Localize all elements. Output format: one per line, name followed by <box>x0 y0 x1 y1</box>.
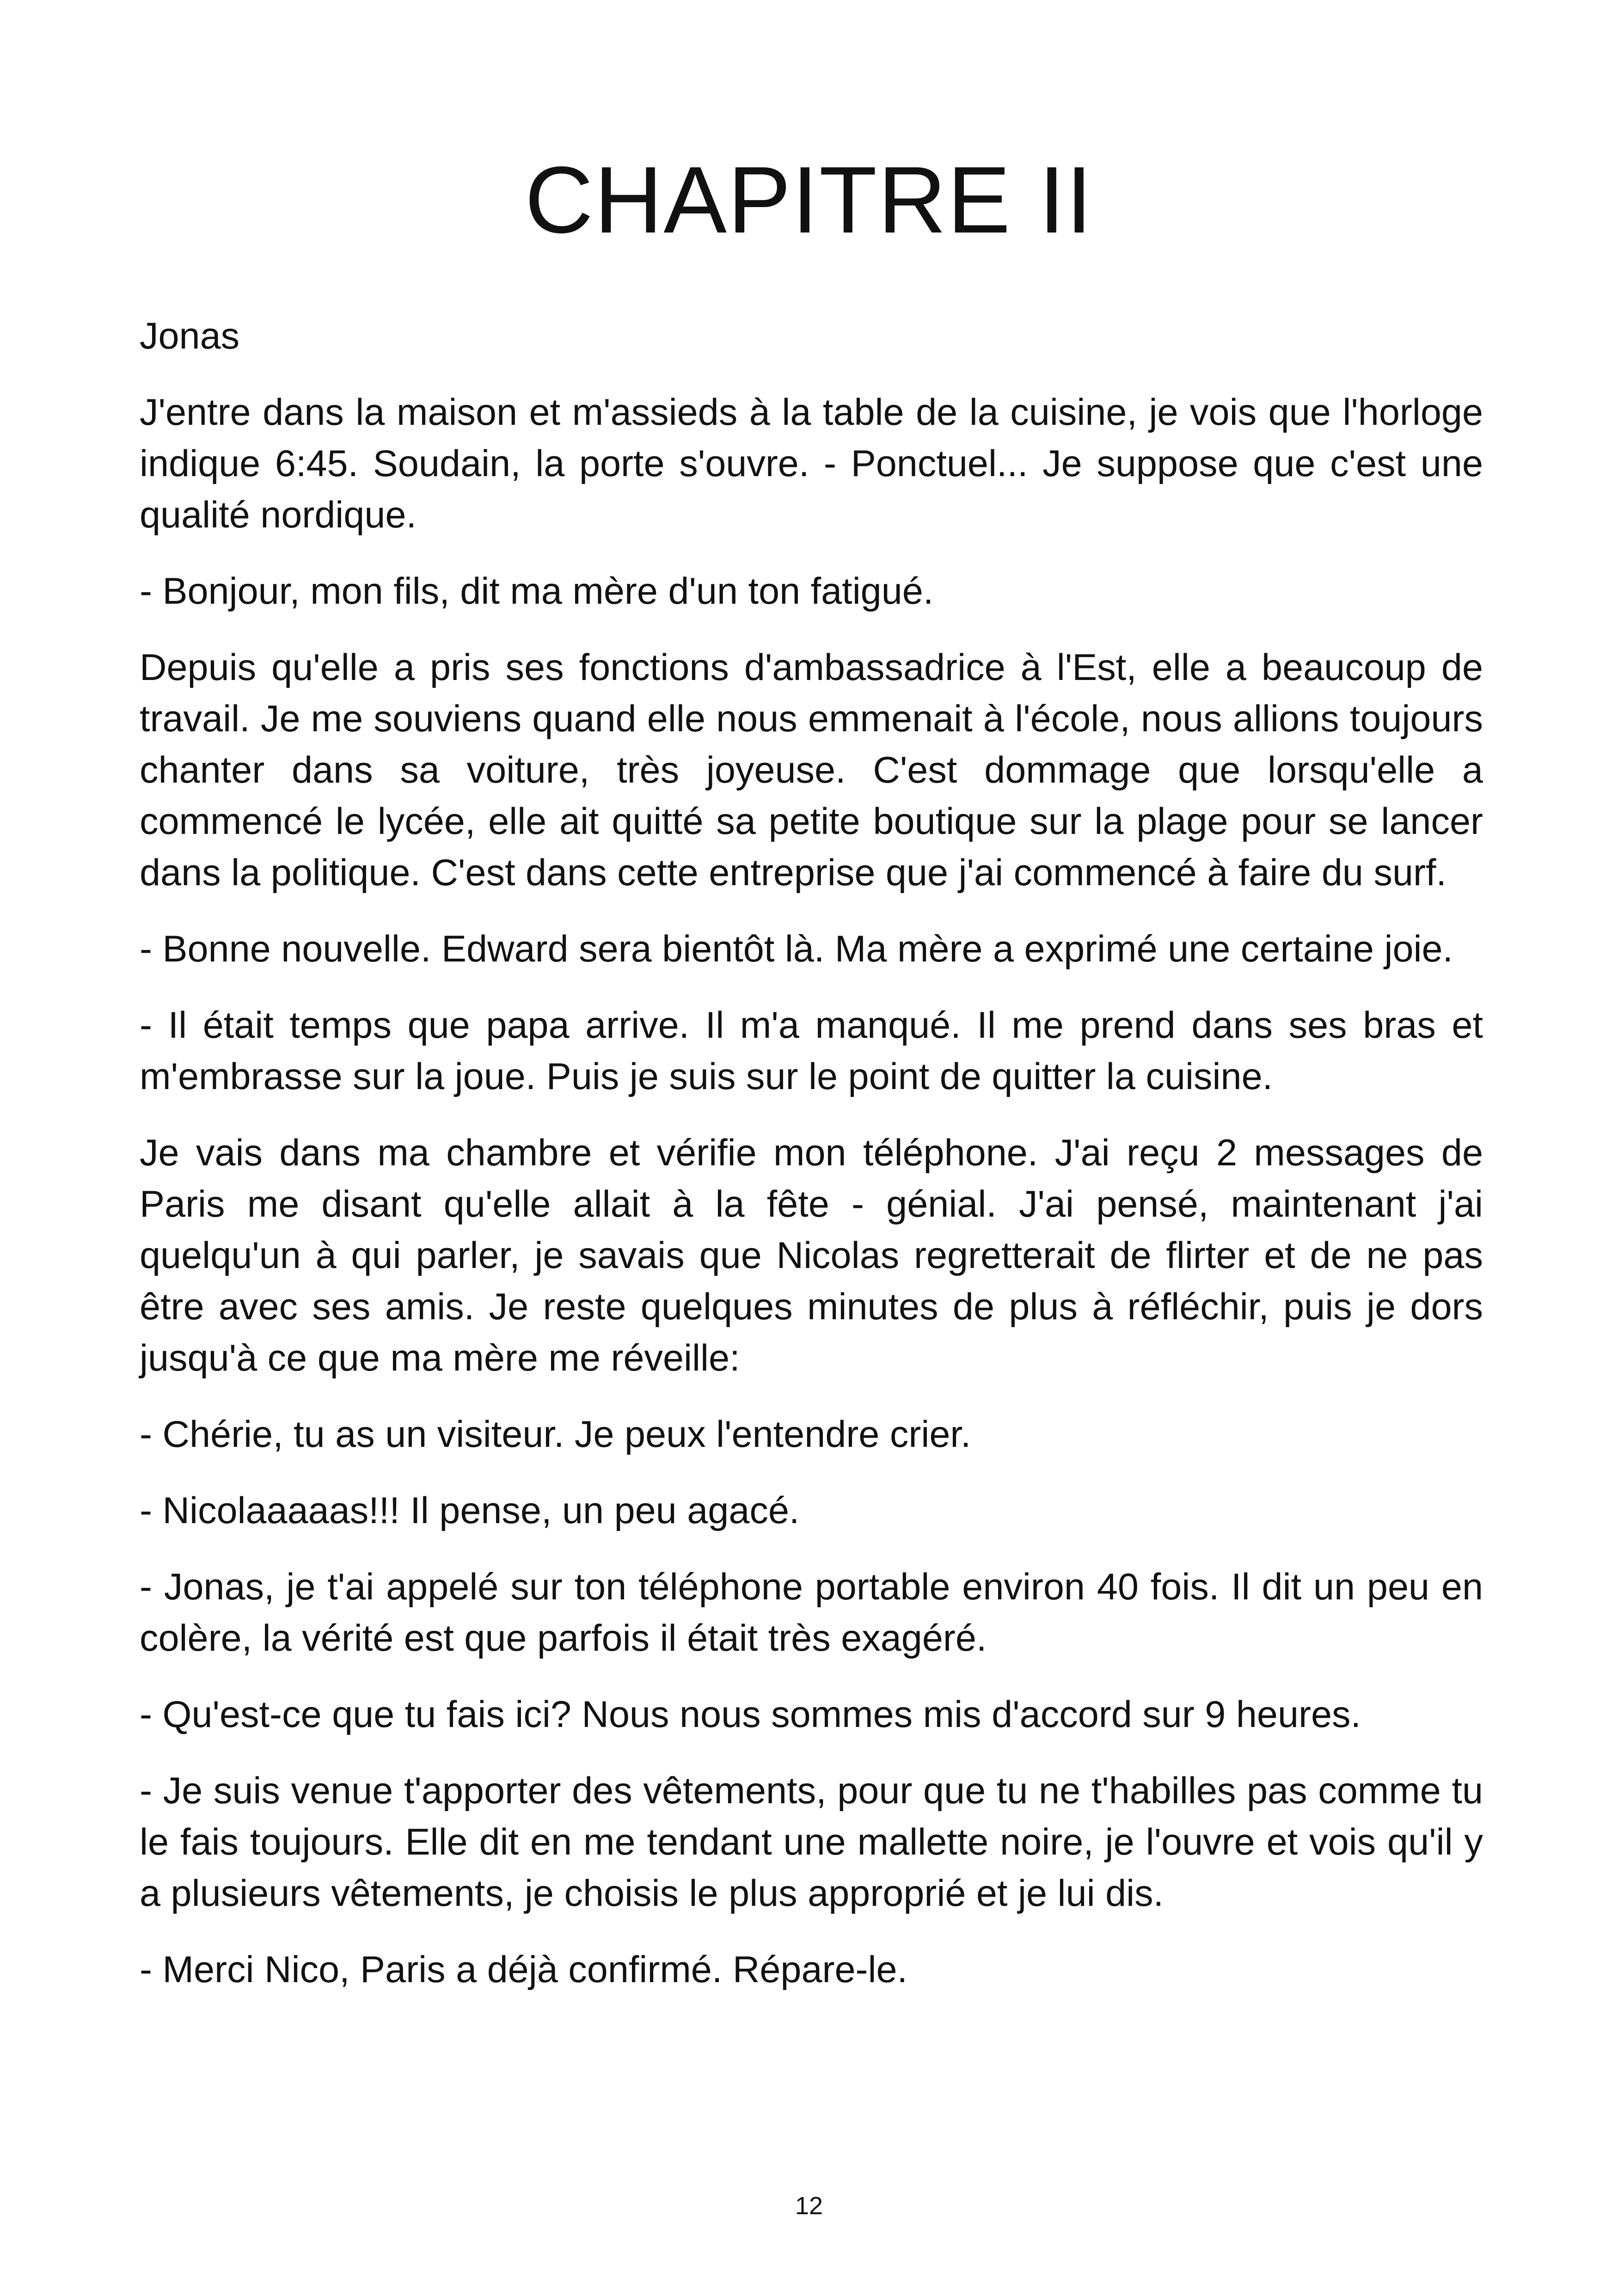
paragraph: - Chérie, tu as un visiteur. Je peux l'entendre crier. <box>140 1414 971 1455</box>
paragraph: - Qu'est-ce que tu fais ici? Nous nous sommes mis d'accord sur 9 heures. <box>140 1694 1361 1735</box>
paragraph: Depuis qu'elle a pris ses fonctions d'ambassadrice à l'Est, elle a beaucoup de travail. Je me souviens quand elle nous emmenait à l'école, nous allions toujours chanter dans sa voiture, très joyeuse. C'est dommage que lorsqu'elle a commencé le lycée, elle ait quitté sa petite boutique sur la plage pour se lancer dans la politique. C'est dans cette entreprise que j'ai commencé à faire du surf. <box>140 647 1483 894</box>
paragraph: - Jonas, je t'ai appelé sur ton téléphone portable environ 40 fois. Il dit un peu en colère, la vérité est que parfois il était très exagéré. <box>140 1566 1483 1659</box>
page-number: 12 <box>795 2192 823 2220</box>
body-text <box>140 311 1483 2020</box>
paragraph: - Je suis venue t'apporter des vêtements, pour que tu ne t'habilles pas comme tu le fais toujours. Elle dit en me tendant une mallette noire, je l'ouvre et vois qu'il y a plusieurs vêtements, je choisis le plus approprié et je lui dis. <box>140 1770 1483 1914</box>
chapter-title: CHAPITRE II <box>525 147 1093 253</box>
paragraph: - Il était temps que papa arrive. Il m'a manqué. Il me prend dans ses bras et m'embrasse sur la joue. Puis je suis sur le point de quitter la cuisine. <box>140 1004 1483 1097</box>
paragraph: - Bonne nouvelle. Edward sera bientôt là. Ma mère a exprimé une certaine joie. <box>140 928 1453 970</box>
paragraph: - Bonjour, mon fils, dit ma mère d'un ton fatigué. <box>140 570 934 612</box>
paragraph: - Nicolaaaaas!!! Il pense, un peu agacé. <box>140 1490 800 1531</box>
paragraph: - Merci Nico, Paris a déjà confirmé. Répare-le. <box>140 1949 908 1990</box>
paragraph-speaker: Jonas <box>140 315 240 357</box>
paragraph: Je vais dans ma chambre et vérifie mon téléphone. J'ai reçu 2 messages de Paris me disant qu'elle allait à la fête - génial. J'ai pensé, maintenant j'ai quelqu'un à qui parler, je savais que Nicolas regretterait de flirter et de ne pas être avec ses amis. Je reste quelques minutes de plus à réfléchir, puis je dors jusqu'à ce que ma mère me réveille: <box>140 1132 1483 1379</box>
paragraph: J'entre dans la maison et m'assieds à la table de la cuisine, je vois que l'horloge indique 6:45. Soudain, la porte s'ouvre. - Ponctuel... Je suppose que c'est une qualité nordique. <box>140 392 1483 536</box>
